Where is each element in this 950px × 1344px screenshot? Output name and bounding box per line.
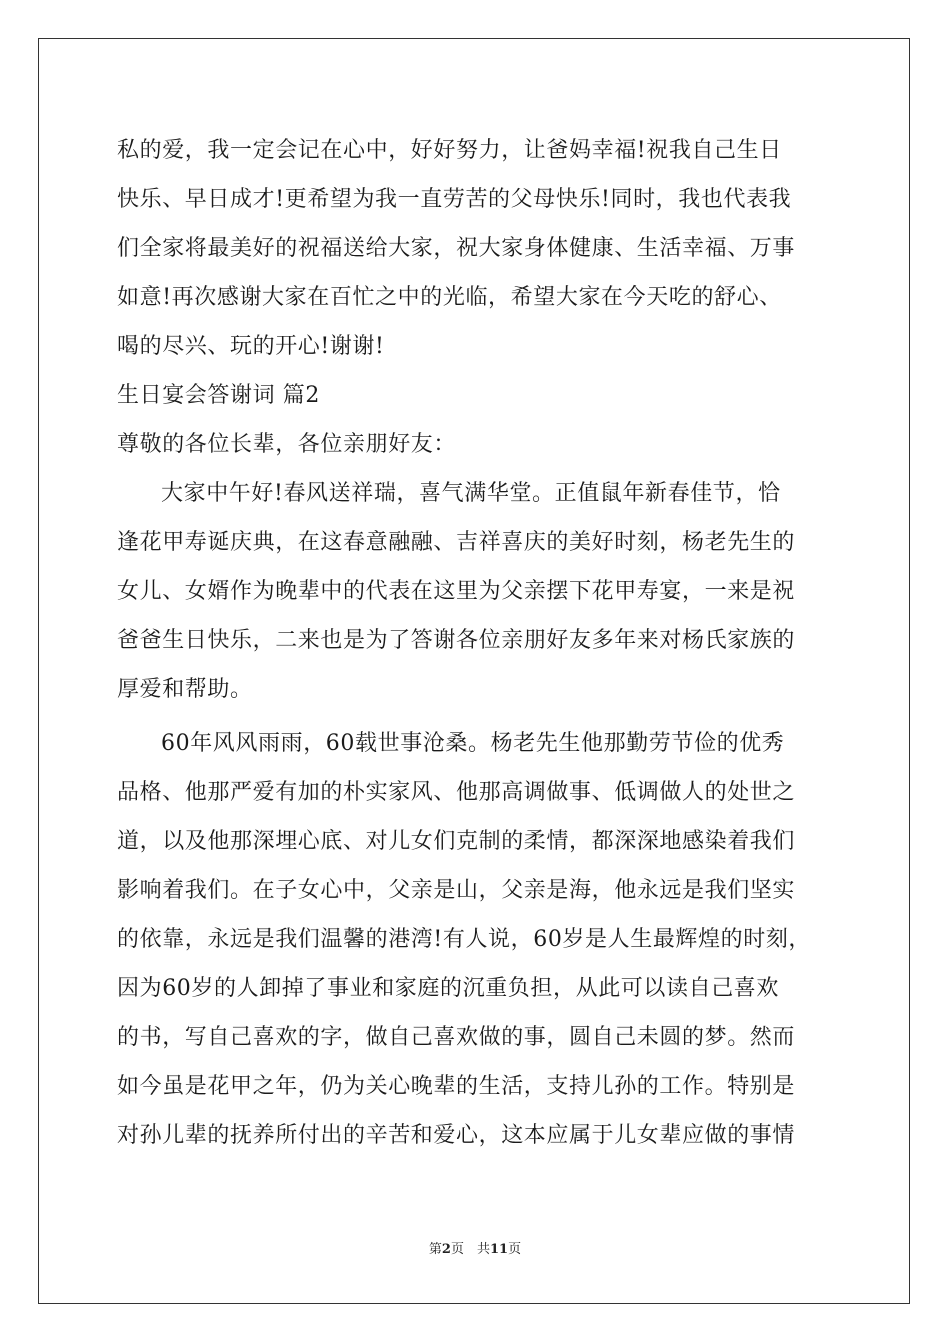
footer-middle: 页 共 xyxy=(450,1242,490,1257)
footer-suffix: 页 xyxy=(508,1242,522,1257)
paragraph-3 xyxy=(117,719,833,1160)
text-line: 厚爱和帮助。 xyxy=(117,677,253,702)
text-line: 大家中午好!春风送祥瑞，喜气满华堂。正值鼠年新春佳节，恰 xyxy=(161,481,781,506)
section-heading: 生日宴会答谢词 篇2 xyxy=(117,383,320,408)
paragraph-1 xyxy=(117,126,833,371)
text-line: 道，以及他那深埋心底、对儿女们克制的柔情，都深深地感染着我们 xyxy=(117,829,796,854)
paragraph-2 xyxy=(117,469,833,714)
text-line: 对孙儿辈的抚养所付出的辛苦和爱心，这本应属于儿女辈应做的事情 xyxy=(117,1123,796,1148)
text-line: 60年风风雨雨，60载世事沧桑。杨老先生他那勤劳节俭的优秀 xyxy=(161,731,785,756)
text-line: 的书，写自己喜欢的字，做自己喜欢做的事，圆自己未圆的梦。然而 xyxy=(117,1025,796,1050)
page-footer xyxy=(0,1240,950,1260)
text-line: 如意!再次感谢大家在百忙之中的光临，希望大家在今天吃的舒心、 xyxy=(117,285,782,310)
text-line: 喝的尽兴、玩的开心!谢谢! xyxy=(117,334,385,359)
text-line: 影响着我们。在子女心中，父亲是山，父亲是海，他永远是我们坚实 xyxy=(117,878,796,903)
text-line: 私的爱，我一定会记在心中，好好努力，让爸妈幸福!祝我自己生日 xyxy=(117,138,782,163)
text-line: 们全家将最美好的祝福送给大家，祝大家身体健康、生活幸福、万事 xyxy=(117,236,796,261)
text-line: 女儿、女婿作为晚辈中的代表在这里为父亲摆下花甲寿宴，一来是祝 xyxy=(117,579,796,604)
current-page-number: 2 xyxy=(441,1242,451,1257)
text-line: 爸爸生日快乐，二来也是为了答谢各位亲朋好友多年来对杨氏家族的 xyxy=(117,628,796,653)
text-line: 快乐、早日成才!更希望为我一直劳苦的父母快乐!同时，我也代表我 xyxy=(117,187,792,212)
text-line: 因为60岁的人卸掉了事业和家庭的沉重负担，从此可以读自己喜欢 xyxy=(117,976,779,1001)
document-body xyxy=(117,126,833,1160)
salutation: 尊敬的各位长辈，各位亲朋好友： xyxy=(117,432,457,457)
text-line: 品格、他那严爱有加的朴实家风、他那高调做事、低调做人的处世之 xyxy=(117,780,796,805)
text-line: 逢花甲寿诞庆典，在这春意融融、吉祥喜庆的美好时刻，杨老先生的 xyxy=(117,530,796,555)
text-line: 如今虽是花甲之年，仍为关心晚辈的生活，支持儿孙的工作。特别是 xyxy=(117,1074,796,1099)
footer-prefix: 第 xyxy=(428,1242,442,1257)
total-page-count: 11 xyxy=(489,1242,509,1257)
text-line: 的依靠，永远是我们温馨的港湾!有人说，60岁是人生最辉煌的时刻， xyxy=(117,927,812,952)
